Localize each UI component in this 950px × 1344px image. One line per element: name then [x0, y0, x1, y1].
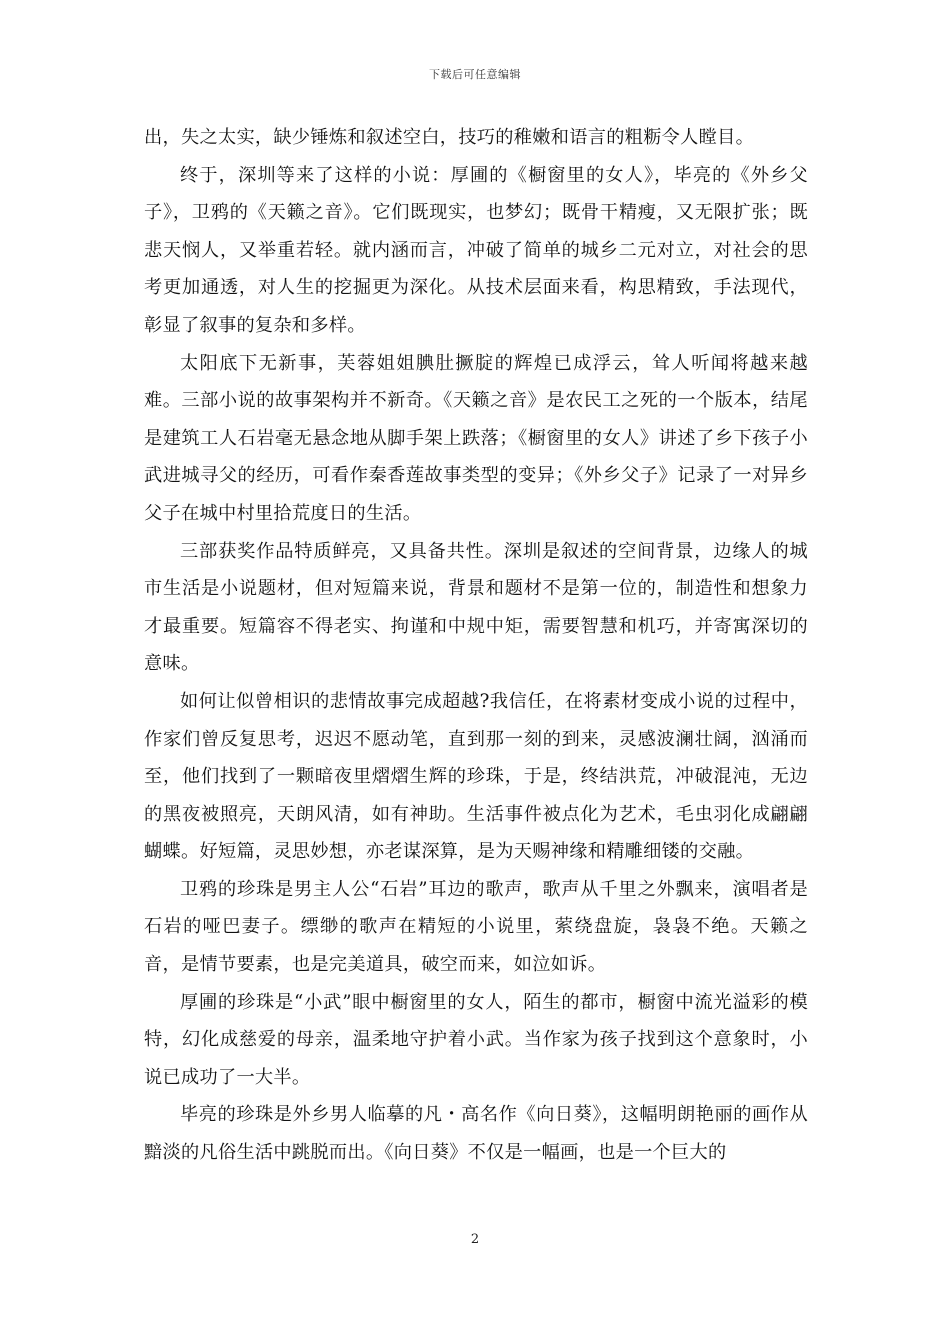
page-number: 2 [470, 1232, 480, 1247]
paragraph: 太阳底下无新事，芙蓉姐姐腆肚撅腚的辉煌已成浮云，耸人听闻将越来越难。三部小说的故事架构并不新奇。《天籁之音》是农民工之死的一个版本，结尾是建筑工人石岩毫无悬念地从脚手架上跌落；《橱窗里的女人》讲述了乡下孩子小武进城寻父的经历，可看作秦香莲故事类型的变异；《外乡父子》记录了一对异乡父子在城中村里拾荒度日的生活。 [144, 352, 808, 524]
paragraph: 毕亮的珍珠是外乡男人临摹的凡・高名作《向日葵》，这幅明朗艳丽的画作从黯淡的凡俗生活中跳脱而出。《向日葵》不仅是一幅画，也是一个巨大的 [144, 1104, 808, 1164]
paragraph: 卫鸦的珍珠是男主人公“石岩”耳边的歌声，歌声从千里之外飘来，演唱者是石岩的哑巴妻子。缥缈的歌声在精短的小说里，萦绕盘旋，袅袅不绝。天籁之音，是情节要素，也是完美道具，破空而来，如泣如诉。 [144, 878, 808, 976]
paragraph: 厚圃的珍珠是“小武”眼中橱窗里的女人，陌生的都市，橱窗中流光溢彩的模特，幻化成慈爱的母亲，温柔地守护着小武。当作家为孩子找到这个意象时，小说已成功了一大半。 [144, 991, 808, 1088]
paragraph: 终于，深圳等来了这样的小说：厚圃的《橱窗里的女人》，毕亮的《外乡父子》，卫鸦的《天籁之音》。它们既现实，也梦幻；既骨干精瘦，又无限扩张；既悲天悯人，又举重若轻。就内涵而言，冲破了简单的城乡二元对立，对社会的思考更加通透，对人生的挖掘更为深化。从技术层面来看，构思精致，手法现代，彰显了叙事的复杂和多样。 [144, 164, 808, 336]
paragraph: 如何让似曾相识的悲情故事完成超越?我信任，在将素材变成小说的过程中，作家们曾反复思考，迟迟不愿动笔，直到那一刻的到来，灵感波澜壮阔，汹涌而至，他们找到了一颗暗夜里熠熠生辉的珍珠，于是，终结洪荒，冲破混沌，无边的黑夜被照亮，天朗风清，如有神助。生活事件被点化为艺术，毛虫羽化成翩翩蝴蝶。好短篇，灵思妙想，亦老谋深算，是为天赐神缘和精雕细镂的交融。 [144, 690, 808, 863]
document-body [144, 119, 808, 1172]
paragraph: 三部获奖作品特质鲜亮，又具备共性。深圳是叙述的空间背景，边缘人的城市生活是小说题材，但对短篇来说，背景和题材不是第一位的，制造性和想象力才最重要。短篇容不得老实、拘谨和中规中矩，需要智慧和机巧，并寄寓深切的意味。 [144, 540, 808, 675]
paragraph: 出，失之太实，缺少锤炼和叙述空白，技巧的稚嫩和语言的粗粝令人瞠目。 [144, 127, 755, 148]
page-header: 下载后可任意编辑 [429, 68, 521, 81]
